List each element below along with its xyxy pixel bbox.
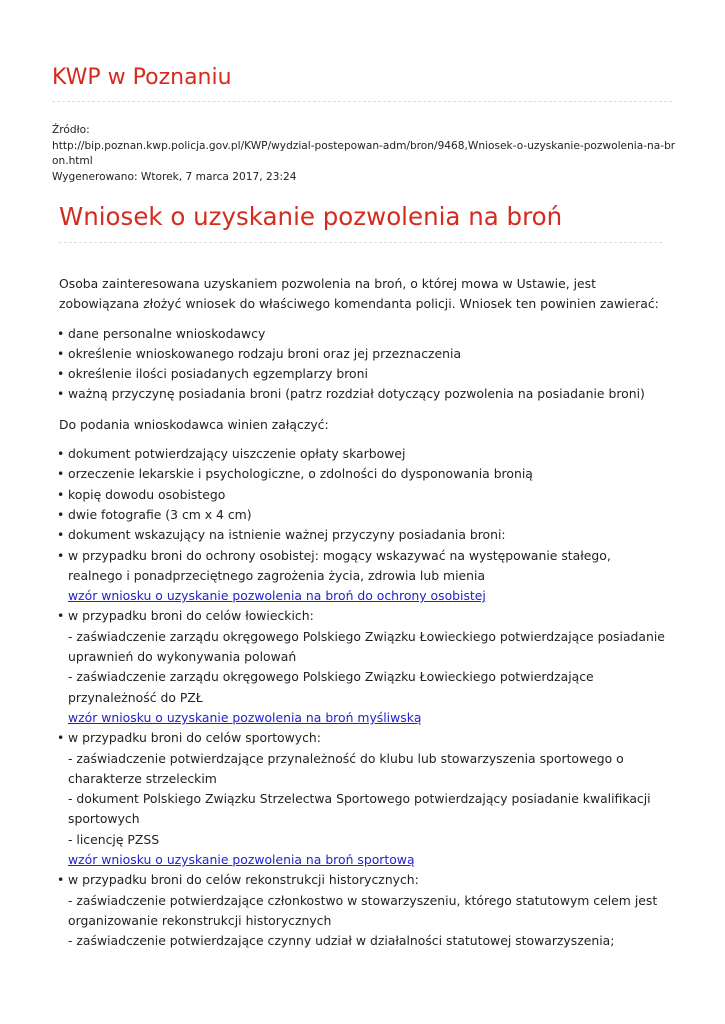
bullet-icon: • bbox=[57, 466, 65, 482]
case-text: w przypadku broni do celów łowieckich: bbox=[68, 608, 314, 624]
source-label: Źródło: bbox=[52, 124, 90, 136]
intro-paragraph: Osoba zainteresowana uzyskaniem pozwolenia na broń, o której mowa w Ustawie, jest zobowiązana złożyć wniosek do właściwego komendanta policji. Wniosek ten powinien zawierać: bbox=[59, 276, 659, 312]
form-link-sport[interactable]: wzór wniosku o uzyskanie pozwolenia na broń sportową bbox=[68, 852, 415, 868]
list-item bbox=[59, 384, 667, 404]
article-title: Wniosek o uzyskanie pozwolenia na broń bbox=[59, 202, 563, 231]
list-item bbox=[59, 464, 667, 484]
bullet-icon: • bbox=[57, 527, 65, 543]
bullet-icon: • bbox=[57, 386, 65, 402]
attachments-lead: Do podania wnioskodawca winien załączyć: bbox=[59, 416, 329, 432]
list-item bbox=[59, 485, 667, 505]
case-requirement: - licencję PZSS bbox=[68, 831, 160, 847]
bullet-icon: • bbox=[57, 345, 65, 361]
application-contents-list bbox=[59, 324, 667, 405]
case-sport bbox=[59, 728, 667, 870]
case-requirement: - zaświadczenie zarządu okręgowego Polskiego Związku Łowieckiego potwierdzające przynależność do PZŁ bbox=[68, 669, 594, 705]
list-item bbox=[59, 324, 667, 344]
site-title: KWP w Poznaniu bbox=[52, 65, 232, 90]
bullet-icon: • bbox=[57, 486, 65, 502]
bullet-icon: • bbox=[57, 446, 65, 462]
list-item-text: dane personalne wnioskodawcy bbox=[68, 325, 266, 341]
list-item bbox=[59, 444, 667, 464]
article-body bbox=[59, 274, 667, 952]
bullet-icon: • bbox=[57, 872, 65, 888]
case-requirement: - zaświadczenie potwierdzające członkostwo w stowarzyszeniu, którego statutowym celem jest organizowanie rekonstrukcji historycznych bbox=[68, 892, 658, 928]
article-title-divider bbox=[59, 242, 662, 243]
case-requirement: - zaświadczenie zarządu okręgowego Polskiego Związku Łowieckiego potwierdzające posiadanie uprawnień do wykonywania polowań bbox=[68, 628, 665, 665]
bullet-icon: • bbox=[57, 506, 65, 522]
generated-timestamp: Wygenerowano: Wtorek, 7 marca 2017, 23:24 bbox=[52, 170, 297, 183]
list-item-text: określenie ilości posiadanych egzemplarzy broni bbox=[68, 366, 368, 382]
list-item bbox=[59, 344, 667, 364]
list-item-text: kopię dowodu osobistego bbox=[68, 486, 226, 502]
bullet-icon: • bbox=[57, 366, 65, 382]
document-meta bbox=[52, 123, 677, 185]
bullet-icon: • bbox=[57, 547, 65, 563]
bullet-icon: • bbox=[57, 730, 65, 746]
list-item-text: dwie fotografie (3 cm x 4 cm) bbox=[68, 506, 252, 522]
list-item bbox=[59, 364, 667, 384]
list-item-text: orzeczenie lekarskie i psychologiczne, o zdolności do dysponowania bronią bbox=[68, 466, 533, 482]
case-requirement: - dokument Polskiego Związku Strzelectwa Sportowego potwierdzający posiadanie kwalifikacji sportowych bbox=[68, 791, 651, 827]
source-url: http://bip.poznan.kwp.policja.gov.pl/KWP/wydzial-postepowan-adm/bron/9468,Wniosek-o-uzyskanie-pozwolenia-na-bron.html bbox=[52, 139, 676, 167]
list-item-text: ważną przyczynę posiadania broni (patrz rozdział dotyczący pozwolenia na posiadanie broni) bbox=[68, 386, 645, 402]
case-historical-reenactment bbox=[59, 870, 667, 951]
case-text: w przypadku broni do celów sportowych: bbox=[68, 730, 321, 746]
case-personal-protection bbox=[59, 546, 667, 607]
case-hunting bbox=[59, 606, 667, 728]
bullet-icon: • bbox=[57, 325, 65, 341]
case-requirement: - zaświadczenie potwierdzające czynny udział w działalności statutowej stowarzyszenia; bbox=[68, 933, 615, 949]
form-link-personal-protection[interactable]: wzór wniosku o uzyskanie pozwolenia na broń do ochrony osobistej bbox=[68, 588, 486, 604]
list-item-text: dokument wskazujący na istnienie ważnej przyczyny posiadania broni: bbox=[68, 527, 506, 543]
list-item-text: określenie wnioskowanego rodzaju broni oraz jej przeznaczenia bbox=[68, 345, 462, 361]
list-item bbox=[59, 525, 667, 545]
form-link-hunting[interactable]: wzór wniosku o uzyskanie pozwolenia na broń myśliwską bbox=[68, 709, 422, 725]
bullet-icon: • bbox=[57, 608, 65, 624]
header-divider bbox=[52, 101, 672, 102]
case-text: w przypadku broni do celów rekonstrukcji historycznych: bbox=[68, 872, 419, 888]
case-text: w przypadku broni do ochrony osobistej: mogący wskazywać na występowanie stałego, realnego i ponadprzeciętnego zagrożenia życia, zdrowia lub mienia bbox=[68, 547, 611, 583]
attachments-list bbox=[59, 444, 667, 951]
list-item-text: dokument potwierdzający uiszczenie opłaty skarbowej bbox=[68, 446, 406, 462]
case-requirement: - zaświadczenie potwierdzające przynależność do klubu lub stowarzyszenia sportowego o charakterze strzeleckim bbox=[68, 750, 624, 786]
list-item bbox=[59, 505, 667, 525]
